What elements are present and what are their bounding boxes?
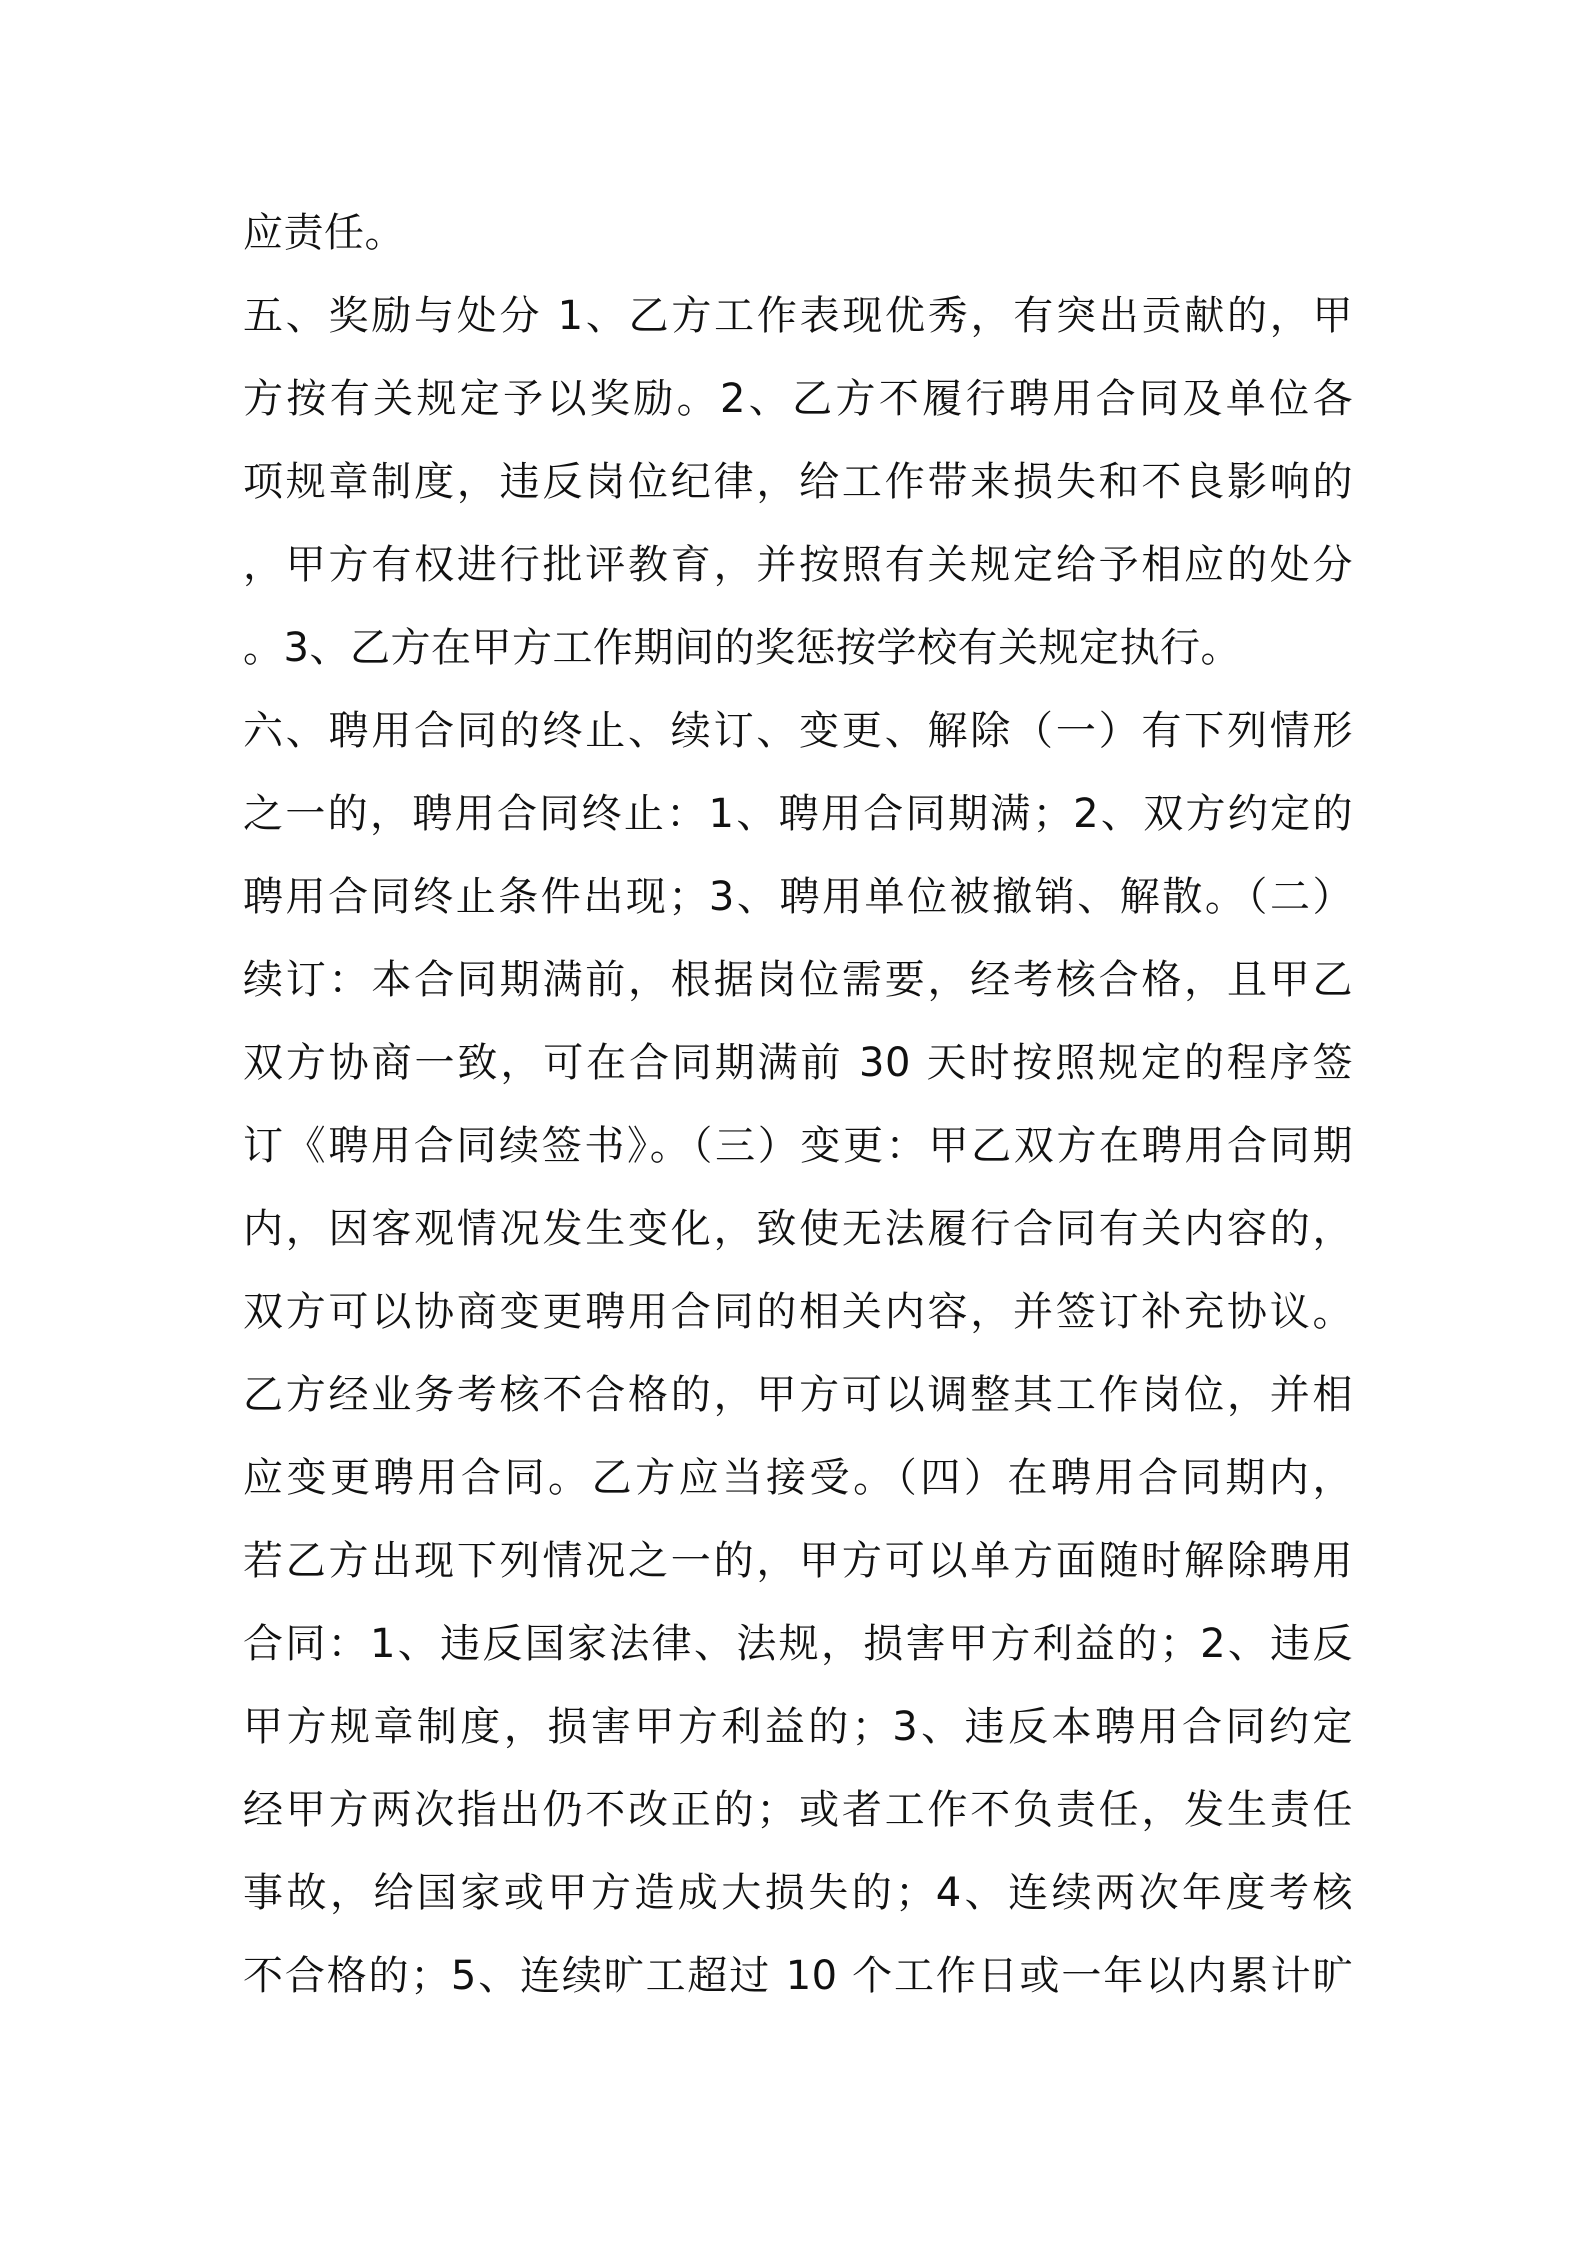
text-line: 之一的，聘用合同终止：1、聘用合同期满；2、双方约定的 bbox=[243, 791, 1353, 837]
document-body bbox=[243, 192, 1353, 2018]
text-line: 甲方规章制度，损害甲方利益的；3、违反本聘用合同约定 bbox=[243, 1704, 1353, 1750]
text-line: 经甲方两次指出仍不改正的；或者工作不负责任，发生责任 bbox=[243, 1787, 1353, 1833]
text-line: 六、聘用合同的终止、续订、变更、解除（一）有下列情形 bbox=[243, 708, 1353, 754]
text-line: 合同：1、违反国家法律、法规，损害甲方利益的；2、违反 bbox=[243, 1621, 1353, 1667]
text-line: 内，因客观情况发生变化，致使无法履行合同有关内容的， bbox=[243, 1206, 1353, 1252]
text-line: 双方协商一致，可在合同期满前 30 天时按照规定的程序签 bbox=[243, 1040, 1353, 1086]
text-line: 应责任。 bbox=[243, 210, 405, 256]
text-line: ，甲方有权进行批评教育，并按照有关规定给予相应的处分 bbox=[243, 542, 1353, 588]
text-line: 双方可以协商变更聘用合同的相关内容，并签订补充协议。 bbox=[243, 1289, 1353, 1335]
text-line: 五、奖励与处分 1、乙方工作表现优秀，有突出贡献的，甲 bbox=[243, 293, 1353, 339]
text-line: 聘用合同终止条件出现；3、聘用单位被撤销、解散。（二） bbox=[243, 874, 1353, 920]
text-line: 。3、乙方在甲方工作期间的奖惩按学校有关规定执行。 bbox=[243, 625, 1241, 671]
text-line: 方按有关规定予以奖励。2、乙方不履行聘用合同及单位各 bbox=[243, 376, 1353, 422]
text-line: 乙方经业务考核不合格的，甲方可以调整其工作岗位，并相 bbox=[243, 1372, 1353, 1418]
text-line: 事故，给国家或甲方造成大损失的；4、连续两次年度考核 bbox=[243, 1870, 1353, 1916]
text-line: 续订：本合同期满前，根据岗位需要，经考核合格，且甲乙 bbox=[243, 957, 1353, 1003]
text-line: 若乙方出现下列情况之一的，甲方可以单方面随时解除聘用 bbox=[243, 1538, 1353, 1584]
text-line: 订《聘用合同续签书》。（三）变更：甲乙双方在聘用合同期 bbox=[243, 1123, 1353, 1169]
text-line: 不合格的；5、连续旷工超过 10 个工作日或一年以内累计旷 bbox=[243, 1953, 1353, 1999]
text-line: 应变更聘用合同。乙方应当接受。（四）在聘用合同期内， bbox=[243, 1455, 1353, 1501]
text-line: 项规章制度，违反岗位纪律，给工作带来损失和不良影响的 bbox=[243, 459, 1353, 505]
